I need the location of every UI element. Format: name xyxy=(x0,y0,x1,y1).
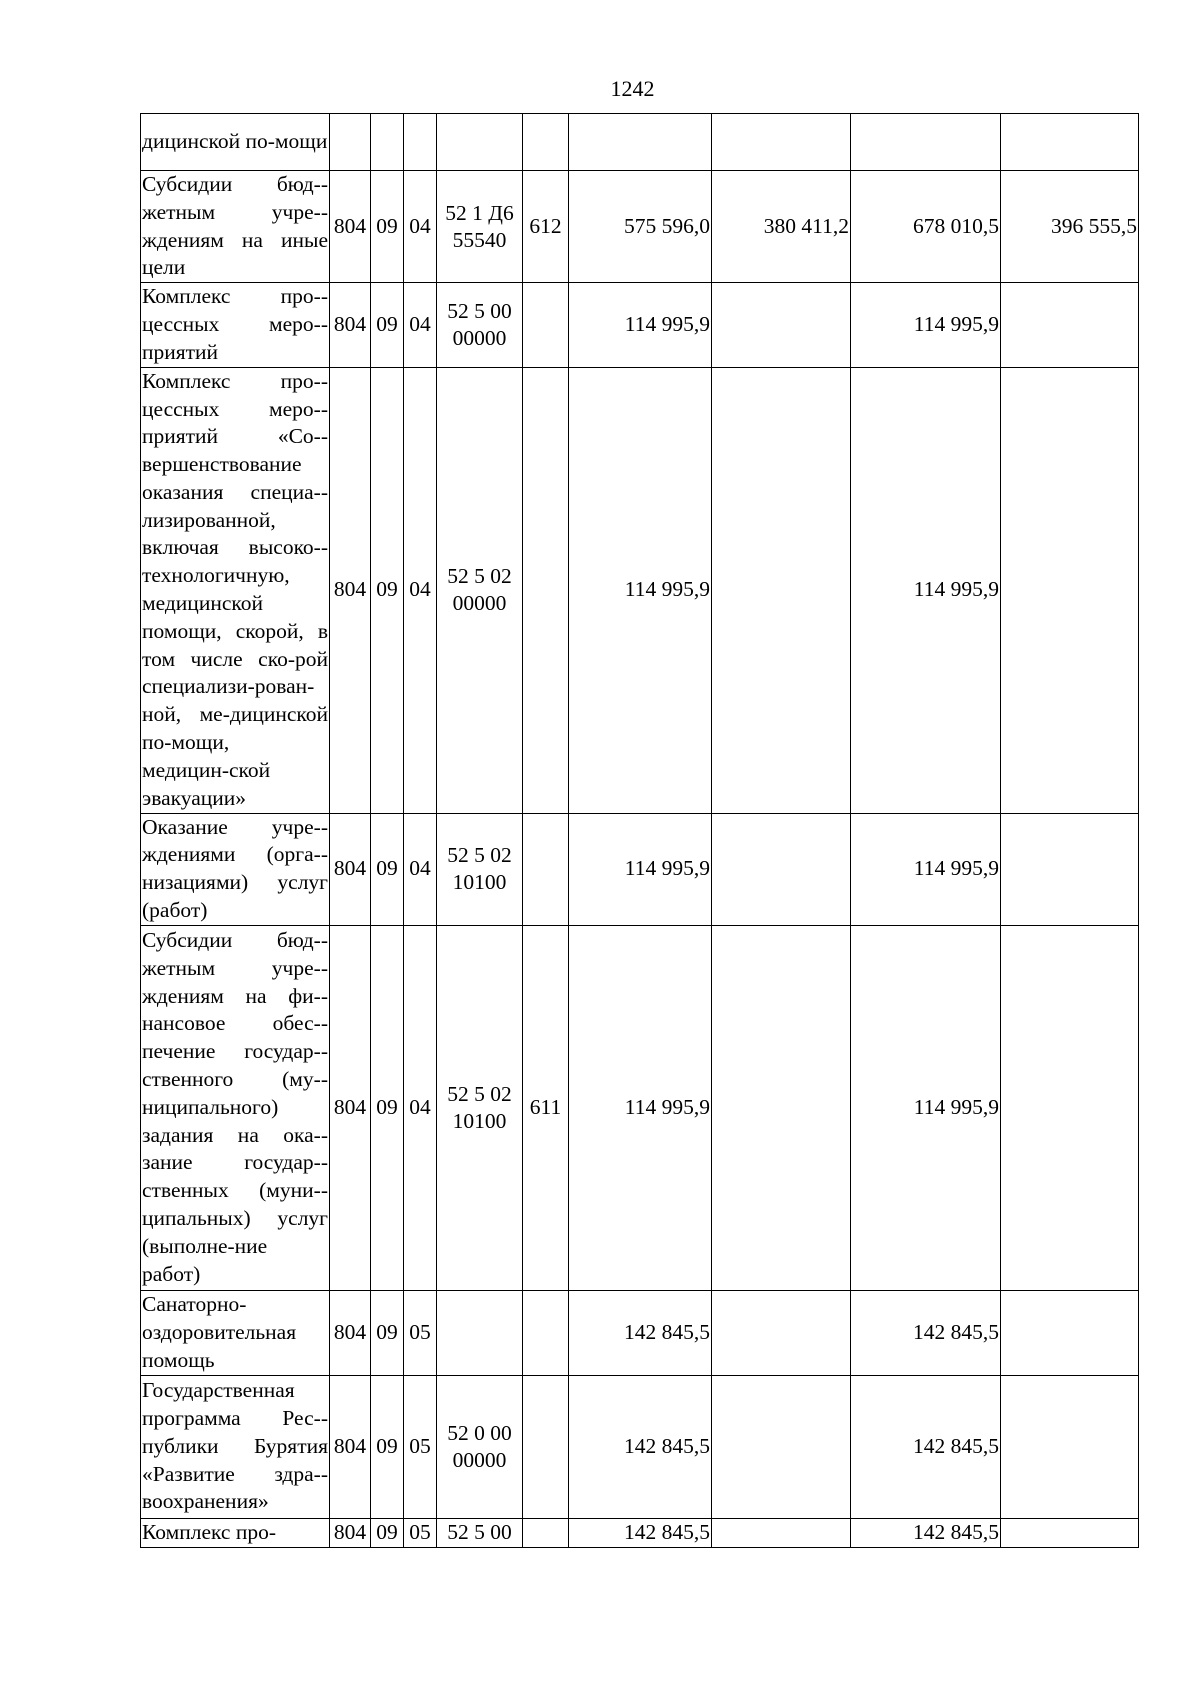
target-article-code: 52 1 Д6 55540 xyxy=(437,171,523,283)
amount-2 xyxy=(712,1290,851,1375)
amount-1: 114 995,9 xyxy=(569,367,712,813)
row-name: Субсидии бюд-жетным учре-ждениям на иные цели xyxy=(141,171,330,283)
target-article-code: 52 0 00 00000 xyxy=(437,1375,523,1518)
expense-type-code xyxy=(523,1290,569,1375)
amount-1: 114 995,9 xyxy=(569,283,712,367)
subsection-code: 05 xyxy=(404,1518,437,1547)
ministry-code: 804 xyxy=(330,367,371,813)
target-article-code xyxy=(437,1290,523,1375)
ministry-code xyxy=(330,114,371,171)
row-name: дицинской по-мощи xyxy=(141,114,330,171)
expense-type-code xyxy=(523,114,569,171)
amount-2 xyxy=(712,813,851,925)
expense-type-code xyxy=(523,367,569,813)
table-row xyxy=(141,925,1139,1290)
section-code: 09 xyxy=(371,1290,404,1375)
target-article-code xyxy=(437,114,523,171)
ministry-code: 804 xyxy=(330,283,371,367)
ministry-code: 804 xyxy=(330,1518,371,1547)
section-code: 09 xyxy=(371,1518,404,1547)
table-row xyxy=(141,171,1139,283)
section-code xyxy=(371,114,404,171)
ministry-code: 804 xyxy=(330,1290,371,1375)
amount-3: 678 010,5 xyxy=(851,171,1001,283)
page-number: 1242 xyxy=(610,76,655,101)
table-row xyxy=(141,1518,1139,1547)
section-code: 09 xyxy=(371,171,404,283)
amount-2 xyxy=(712,367,851,813)
subsection-code: 05 xyxy=(404,1375,437,1518)
section-code: 09 xyxy=(371,367,404,813)
budget-table xyxy=(140,113,1139,1548)
amount-3: 114 995,9 xyxy=(851,925,1001,1290)
amount-4 xyxy=(1001,367,1139,813)
amount-2 xyxy=(712,114,851,171)
expense-type-code xyxy=(523,283,569,367)
amount-1: 142 845,5 xyxy=(569,1290,712,1375)
amount-4 xyxy=(1001,813,1139,925)
amount-1 xyxy=(569,114,712,171)
subsection-code: 04 xyxy=(404,283,437,367)
amount-1: 142 845,5 xyxy=(569,1375,712,1518)
table-row xyxy=(141,1290,1139,1375)
amount-1: 114 995,9 xyxy=(569,813,712,925)
subsection-code: 04 xyxy=(404,367,437,813)
target-article-code: 52 5 02 10100 xyxy=(437,925,523,1290)
amount-4 xyxy=(1001,283,1139,367)
target-article-code: 52 5 00 xyxy=(437,1518,523,1547)
subsection-code: 05 xyxy=(404,1290,437,1375)
expense-type-code xyxy=(523,1375,569,1518)
amount-3: 114 995,9 xyxy=(851,813,1001,925)
amount-1: 142 845,5 xyxy=(569,1518,712,1547)
section-code: 09 xyxy=(371,813,404,925)
amount-4 xyxy=(1001,1518,1139,1547)
target-article-code: 52 5 00 00000 xyxy=(437,283,523,367)
amount-2 xyxy=(712,1375,851,1518)
table-row xyxy=(141,1375,1139,1518)
amount-4 xyxy=(1001,114,1139,171)
expense-type-code xyxy=(523,1518,569,1547)
amount-4: 396 555,5 xyxy=(1001,171,1139,283)
expense-type-code: 611 xyxy=(523,925,569,1290)
row-name: Государственная программа Рес-публики Бурятия «Развитие здра-воохранения» xyxy=(141,1375,330,1518)
target-article-code: 52 5 02 00000 xyxy=(437,367,523,813)
table-row xyxy=(141,114,1139,171)
subsection-code: 04 xyxy=(404,171,437,283)
amount-3: 114 995,9 xyxy=(851,283,1001,367)
table-row xyxy=(141,283,1139,367)
amount-4 xyxy=(1001,1290,1139,1375)
amount-1: 575 596,0 xyxy=(569,171,712,283)
row-name: Комплекс про-цессных меро-приятий «Со-вершенствование оказания специа-лизированной, включая высоко-технологичную, медицинской помощи, скорой, в том числе ско-рой специализи-рован-ной, ме-дицинской по-мощи, медицин-ской эвакуации» xyxy=(141,367,330,813)
ministry-code: 804 xyxy=(330,925,371,1290)
row-name: Санаторно-оздоровительная помощь xyxy=(141,1290,330,1375)
ministry-code: 804 xyxy=(330,171,371,283)
row-name: Комплекс про- xyxy=(141,1518,330,1547)
section-code: 09 xyxy=(371,283,404,367)
amount-4 xyxy=(1001,925,1139,1290)
expense-type-code: 612 xyxy=(523,171,569,283)
section-code: 09 xyxy=(371,1375,404,1518)
expense-type-code xyxy=(523,813,569,925)
amount-1: 114 995,9 xyxy=(569,925,712,1290)
row-name: Оказание учре-ждениями (орга-низациями) услуг (работ) xyxy=(141,813,330,925)
subsection-code xyxy=(404,114,437,171)
subsection-code: 04 xyxy=(404,925,437,1290)
table-row xyxy=(141,813,1139,925)
amount-2 xyxy=(712,1518,851,1547)
amount-2 xyxy=(712,283,851,367)
amount-3 xyxy=(851,114,1001,171)
section-code: 09 xyxy=(371,925,404,1290)
target-article-code: 52 5 02 10100 xyxy=(437,813,523,925)
row-name: Субсидии бюд-жетным учре-ждениям на фи-нансовое обес-печение государ-ственного (му-ниципального) задания на ока-зание государ-ственных (муни-ципальных) услуг (выполне-ние работ) xyxy=(141,925,330,1290)
row-name: Комплекс про-цессных меро-приятий xyxy=(141,283,330,367)
table-row xyxy=(141,367,1139,813)
amount-2: 380 411,2 xyxy=(712,171,851,283)
subsection-code: 04 xyxy=(404,813,437,925)
amount-3: 142 845,5 xyxy=(851,1518,1001,1547)
amount-3: 142 845,5 xyxy=(851,1290,1001,1375)
amount-3: 142 845,5 xyxy=(851,1375,1001,1518)
amount-3: 114 995,9 xyxy=(851,367,1001,813)
amount-2 xyxy=(712,925,851,1290)
ministry-code: 804 xyxy=(330,1375,371,1518)
amount-4 xyxy=(1001,1375,1139,1518)
ministry-code: 804 xyxy=(330,813,371,925)
